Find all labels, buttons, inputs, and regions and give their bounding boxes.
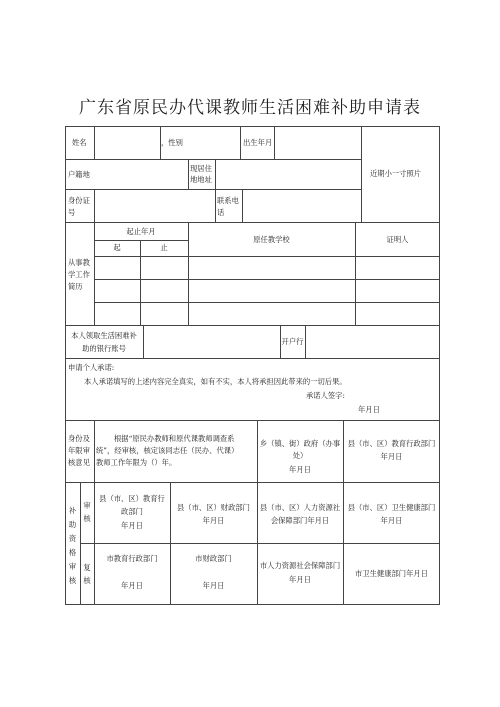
town-gov-line2: 处）: [292, 451, 308, 460]
photo-box[interactable]: [362, 127, 439, 221]
bank-label-line2: 助的银行账号: [82, 344, 126, 353]
id-field[interactable]: [95, 190, 214, 221]
county-finance-audit-date: 年月日: [202, 516, 225, 525]
county-hr-audit-line1: 县（市、区）人力资源社: [259, 503, 341, 512]
phone-label-line1: 联系电: [217, 196, 239, 205]
name-label: 姓名: [72, 138, 87, 147]
birth-label: 出生年月: [243, 138, 273, 147]
city-finance-recheck: 市财政部门: [195, 554, 232, 563]
form-title: 广东省原民办代课教师生活困难补助申请表: [79, 98, 421, 118]
subsidy-label-char3: 资: [68, 534, 77, 543]
county-edu-audit-line1: 县（市、区）教育行: [99, 494, 165, 503]
subsidy-label-char1: 补: [68, 506, 77, 515]
branch-field[interactable]: [306, 326, 439, 357]
city-hr-recheck: 市人力资源社会保障部门: [259, 561, 341, 570]
residence-field[interactable]: [216, 160, 360, 188]
pledge-heading: 申请个人承诺:: [68, 363, 115, 372]
review-label-line2: 年限审: [68, 446, 90, 455]
end-header: 止: [160, 243, 168, 252]
city-health-recheck: 市卫生健康部门年月日: [355, 569, 428, 578]
county-edu-audit-date: 年月日: [121, 521, 143, 530]
city-hr-recheck-date: 年月日: [289, 575, 311, 584]
bank-label-line1: 本人领取生活困难补: [71, 331, 137, 340]
witness-header: 证明人: [386, 235, 409, 244]
recheck-label-char1: 复: [83, 563, 91, 572]
town-gov-date: 年月日: [289, 465, 311, 474]
branch-label: 开户行: [281, 337, 304, 346]
review-text-line1: 根据“原民办教师和原代课教师调查系: [114, 434, 235, 443]
subsidy-label-char4: 格: [68, 548, 77, 557]
review-label-line3: 核意见: [68, 458, 90, 467]
county-health-audit-date: 年月日: [380, 516, 403, 525]
subsidy-label-char6: 核: [68, 576, 77, 585]
city-edu-recheck: 市教育行政部门: [106, 554, 158, 563]
residence-label-line2: 地地址: [190, 175, 212, 184]
city-finance-recheck-date: 年月日: [202, 581, 225, 590]
name-field[interactable]: [95, 127, 159, 158]
county-hr-audit-line2: 会保障部门年月日: [270, 516, 330, 525]
county-health-audit: 县（市、区）卫生健康部门: [347, 503, 436, 512]
audit-label-char2: 核: [83, 514, 91, 523]
city-edu-recheck-date: 年月日: [121, 581, 143, 590]
review-text-line2: 统”，经审核，核定该同志任（民办、代课）: [96, 446, 239, 455]
county-edu-review: 县（市、区）教育行政部门: [347, 439, 436, 448]
birth-field[interactable]: [275, 127, 360, 158]
hukou-field[interactable]: [95, 160, 187, 188]
photo-label: 近期小一寸照片: [370, 169, 422, 178]
pledge-date: 年月日: [358, 405, 380, 414]
id-label-line2: 号: [68, 208, 76, 217]
county-finance-audit: 县（市、区）财政部门: [177, 503, 250, 512]
residence-label-line1: 现居住: [190, 164, 212, 173]
period-header: 起止年月: [126, 227, 156, 236]
subsidy-label-char2: 助: [68, 520, 77, 529]
county-edu-review-date: 年月日: [380, 452, 403, 461]
start-header: 起: [113, 243, 121, 252]
recheck-label-char2: 核: [83, 576, 91, 585]
id-label-line1: 身份证: [68, 196, 90, 205]
town-gov-line1: 乡（镇、街）政府（办事: [259, 439, 341, 448]
audit-label-char1: 审: [83, 501, 91, 510]
subsidy-label-char5: 审: [68, 562, 77, 571]
pledge-text: 本人承诺填写的上述内容完全真实，如有不实，本人将承担因此带来的一切后果。: [84, 377, 347, 386]
review-text-line3: 教师工作年限为（）年。: [96, 458, 177, 467]
bank-account-field[interactable]: [144, 326, 279, 357]
pledge-signer: 承诺人签字:: [306, 391, 345, 400]
review-label-line1: 身份及: [68, 434, 90, 443]
work-label-line3: 简历: [68, 282, 83, 291]
phone-label-line2: 话: [217, 208, 225, 217]
county-edu-audit-line2: 政部门: [121, 507, 143, 516]
work-label-line2: 学工作: [68, 270, 90, 279]
work-label-line1: 从事教: [68, 258, 90, 267]
phone-field[interactable]: [243, 190, 360, 221]
hukou-label: 户籍地: [68, 170, 90, 179]
gender-label: ，性别: [161, 138, 183, 147]
gender-field[interactable]: [186, 127, 239, 158]
school-header: 原任教学校: [253, 235, 290, 244]
